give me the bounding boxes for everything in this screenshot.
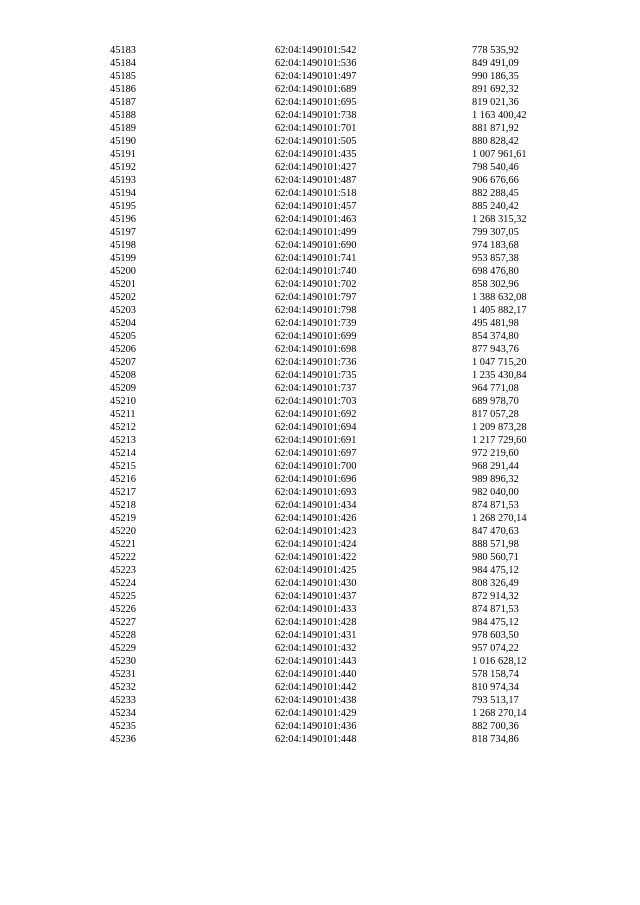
cadastral-value: 1 217 729,60	[472, 435, 527, 446]
table-row	[0, 239, 640, 252]
cadastral-value: 849 491,09	[472, 58, 519, 69]
cadastral-number: 62:04:1490101:448	[275, 734, 357, 745]
table-row	[0, 694, 640, 707]
table-row	[0, 57, 640, 70]
table-row	[0, 460, 640, 473]
cadastral-value: 578 158,74	[472, 669, 519, 680]
cadastral-number: 62:04:1490101:692	[275, 409, 357, 420]
cadastral-number: 62:04:1490101:703	[275, 396, 357, 407]
table-row	[0, 213, 640, 226]
row-number: 45231	[110, 669, 136, 680]
cadastral-value: 1 268 270,14	[472, 708, 527, 719]
table-row	[0, 668, 640, 681]
cadastral-number: 62:04:1490101:702	[275, 279, 357, 290]
cadastral-number: 62:04:1490101:735	[275, 370, 357, 381]
cadastral-value: 974 183,68	[472, 240, 519, 251]
cadastral-value-table	[0, 44, 640, 746]
cadastral-value: 882 700,36	[472, 721, 519, 732]
row-number: 45211	[110, 409, 136, 420]
cadastral-value: 964 771,08	[472, 383, 519, 394]
cadastral-number: 62:04:1490101:694	[275, 422, 357, 433]
row-number: 45223	[110, 565, 136, 576]
row-number: 45228	[110, 630, 136, 641]
cadastral-value: 874 871,53	[472, 500, 519, 511]
cadastral-number: 62:04:1490101:425	[275, 565, 357, 576]
row-number: 45197	[110, 227, 136, 238]
cadastral-number: 62:04:1490101:443	[275, 656, 357, 667]
cadastral-number: 62:04:1490101:428	[275, 617, 357, 628]
table-row	[0, 317, 640, 330]
cadastral-number: 62:04:1490101:697	[275, 448, 357, 459]
table-row	[0, 616, 640, 629]
cadastral-number: 62:04:1490101:437	[275, 591, 357, 602]
cadastral-value: 880 828,42	[472, 136, 519, 147]
cadastral-value: 808 326,49	[472, 578, 519, 589]
cadastral-value: 1 388 632,08	[472, 292, 527, 303]
cadastral-number: 62:04:1490101:424	[275, 539, 357, 550]
row-number: 45206	[110, 344, 136, 355]
row-number: 45183	[110, 45, 136, 56]
cadastral-value: 689 978,70	[472, 396, 519, 407]
cadastral-number: 62:04:1490101:542	[275, 45, 357, 56]
cadastral-number: 62:04:1490101:505	[275, 136, 357, 147]
table-row	[0, 590, 640, 603]
cadastral-number: 62:04:1490101:499	[275, 227, 357, 238]
row-number: 45195	[110, 201, 136, 212]
row-number: 45214	[110, 448, 136, 459]
cadastral-number: 62:04:1490101:701	[275, 123, 357, 134]
cadastral-number: 62:04:1490101:690	[275, 240, 357, 251]
row-number: 45229	[110, 643, 136, 654]
cadastral-number: 62:04:1490101:431	[275, 630, 357, 641]
cadastral-number: 62:04:1490101:440	[275, 669, 357, 680]
cadastral-number: 62:04:1490101:737	[275, 383, 357, 394]
cadastral-value: 793 513,17	[472, 695, 519, 706]
cadastral-value: 1 047 715,20	[472, 357, 527, 368]
table-row	[0, 642, 640, 655]
row-number: 45199	[110, 253, 136, 264]
cadastral-number: 62:04:1490101:696	[275, 474, 357, 485]
table-row	[0, 421, 640, 434]
table-row	[0, 525, 640, 538]
row-number: 45196	[110, 214, 136, 225]
table-row	[0, 629, 640, 642]
cadastral-number: 62:04:1490101:427	[275, 162, 357, 173]
row-number: 45191	[110, 149, 136, 160]
row-number: 45218	[110, 500, 136, 511]
table-row	[0, 109, 640, 122]
cadastral-number: 62:04:1490101:463	[275, 214, 357, 225]
row-number: 45193	[110, 175, 136, 186]
row-number: 45225	[110, 591, 136, 602]
cadastral-value: 799 307,05	[472, 227, 519, 238]
table-row	[0, 291, 640, 304]
table-row	[0, 447, 640, 460]
cadastral-number: 62:04:1490101:442	[275, 682, 357, 693]
cadastral-value: 957 074,22	[472, 643, 519, 654]
table-row	[0, 681, 640, 694]
row-number: 45210	[110, 396, 136, 407]
cadastral-number: 62:04:1490101:698	[275, 344, 357, 355]
cadastral-number: 62:04:1490101:797	[275, 292, 357, 303]
cadastral-number: 62:04:1490101:740	[275, 266, 357, 277]
table-row	[0, 83, 640, 96]
table-row	[0, 343, 640, 356]
row-number: 45219	[110, 513, 136, 524]
table-row	[0, 538, 640, 551]
table-row	[0, 135, 640, 148]
table-row	[0, 551, 640, 564]
cadastral-value: 980 560,71	[472, 552, 519, 563]
cadastral-number: 62:04:1490101:457	[275, 201, 357, 212]
table-row	[0, 265, 640, 278]
row-number: 45217	[110, 487, 136, 498]
table-row	[0, 408, 640, 421]
cadastral-number: 62:04:1490101:518	[275, 188, 357, 199]
table-row	[0, 564, 640, 577]
table-row	[0, 382, 640, 395]
cadastral-value: 847 470,63	[472, 526, 519, 537]
row-number: 45224	[110, 578, 136, 589]
table-row	[0, 278, 640, 291]
cadastral-value: 906 676,66	[472, 175, 519, 186]
table-row	[0, 252, 640, 265]
cadastral-value: 1 268 315,32	[472, 214, 527, 225]
table-row	[0, 304, 640, 317]
cadastral-number: 62:04:1490101:736	[275, 357, 357, 368]
cadastral-number: 62:04:1490101:423	[275, 526, 357, 537]
cadastral-number: 62:04:1490101:693	[275, 487, 357, 498]
table-row	[0, 96, 640, 109]
cadastral-number: 62:04:1490101:422	[275, 552, 357, 563]
cadastral-value: 1 007 961,61	[472, 149, 527, 160]
cadastral-value: 778 535,92	[472, 45, 519, 56]
cadastral-number: 62:04:1490101:699	[275, 331, 357, 342]
table-row	[0, 720, 640, 733]
cadastral-number: 62:04:1490101:436	[275, 721, 357, 732]
row-number: 45220	[110, 526, 136, 537]
row-number: 45204	[110, 318, 136, 329]
cadastral-value: 874 871,53	[472, 604, 519, 615]
row-number: 45216	[110, 474, 136, 485]
cadastral-value: 982 040,00	[472, 487, 519, 498]
row-number: 45189	[110, 123, 136, 134]
row-number: 45230	[110, 656, 136, 667]
table-row	[0, 44, 640, 57]
row-number: 45200	[110, 266, 136, 277]
cadastral-value: 1 163 400,42	[472, 110, 527, 121]
cadastral-value: 989 896,32	[472, 474, 519, 485]
table-row	[0, 395, 640, 408]
row-number: 45188	[110, 110, 136, 121]
cadastral-value: 978 603,50	[472, 630, 519, 641]
row-number: 45212	[110, 422, 136, 433]
cadastral-number: 62:04:1490101:536	[275, 58, 357, 69]
row-number: 45235	[110, 721, 136, 732]
cadastral-number: 62:04:1490101:738	[275, 110, 357, 121]
row-number: 45187	[110, 97, 136, 108]
cadastral-value: 885 240,42	[472, 201, 519, 212]
row-number: 45194	[110, 188, 136, 199]
table-row	[0, 499, 640, 512]
table-row	[0, 486, 640, 499]
cadastral-number: 62:04:1490101:438	[275, 695, 357, 706]
cadastral-value: 698 476,80	[472, 266, 519, 277]
row-number: 45233	[110, 695, 136, 706]
table-row	[0, 226, 640, 239]
row-number: 45207	[110, 357, 136, 368]
row-number: 45208	[110, 370, 136, 381]
table-row	[0, 733, 640, 746]
cadastral-number: 62:04:1490101:430	[275, 578, 357, 589]
cadastral-number: 62:04:1490101:426	[275, 513, 357, 524]
table-row	[0, 707, 640, 720]
cadastral-value: 872 914,32	[472, 591, 519, 602]
cadastral-number: 62:04:1490101:700	[275, 461, 357, 472]
cadastral-value: 881 871,92	[472, 123, 519, 134]
table-row	[0, 356, 640, 369]
cadastral-number: 62:04:1490101:798	[275, 305, 357, 316]
cadastral-number: 62:04:1490101:432	[275, 643, 357, 654]
cadastral-value: 891 692,32	[472, 84, 519, 95]
cadastral-number: 62:04:1490101:435	[275, 149, 357, 160]
cadastral-value: 990 186,35	[472, 71, 519, 82]
cadastral-value: 1 405 882,17	[472, 305, 527, 316]
row-number: 45232	[110, 682, 136, 693]
row-number: 45215	[110, 461, 136, 472]
row-number: 45198	[110, 240, 136, 251]
cadastral-value: 817 057,28	[472, 409, 519, 420]
table-row	[0, 369, 640, 382]
table-row	[0, 434, 640, 447]
cadastral-number: 62:04:1490101:433	[275, 604, 357, 615]
table-row	[0, 603, 640, 616]
cadastral-number: 62:04:1490101:429	[275, 708, 357, 719]
cadastral-value: 818 734,86	[472, 734, 519, 745]
cadastral-value: 882 288,45	[472, 188, 519, 199]
table-row	[0, 148, 640, 161]
cadastral-value: 854 374,80	[472, 331, 519, 342]
table-row	[0, 512, 640, 525]
cadastral-value: 810 974,34	[472, 682, 519, 693]
table-row	[0, 174, 640, 187]
row-number: 45185	[110, 71, 136, 82]
cadastral-value: 819 021,36	[472, 97, 519, 108]
row-number: 45186	[110, 84, 136, 95]
cadastral-value: 1 209 873,28	[472, 422, 527, 433]
row-number: 45222	[110, 552, 136, 563]
table-row	[0, 473, 640, 486]
row-number: 45184	[110, 58, 136, 69]
table-row	[0, 161, 640, 174]
cadastral-value: 1 268 270,14	[472, 513, 527, 524]
row-number: 45202	[110, 292, 136, 303]
cadastral-value: 858 302,96	[472, 279, 519, 290]
row-number: 45221	[110, 539, 136, 550]
row-number: 45205	[110, 331, 136, 342]
cadastral-value: 877 943,76	[472, 344, 519, 355]
row-number: 45209	[110, 383, 136, 394]
cadastral-number: 62:04:1490101:741	[275, 253, 357, 264]
cadastral-number: 62:04:1490101:739	[275, 318, 357, 329]
table-row	[0, 187, 640, 200]
cadastral-number: 62:04:1490101:691	[275, 435, 357, 446]
cadastral-number: 62:04:1490101:497	[275, 71, 357, 82]
row-number: 45192	[110, 162, 136, 173]
row-number: 45203	[110, 305, 136, 316]
cadastral-value: 968 291,44	[472, 461, 519, 472]
table-row	[0, 655, 640, 668]
table-row	[0, 122, 640, 135]
cadastral-value: 984 475,12	[472, 617, 519, 628]
row-number: 45227	[110, 617, 136, 628]
cadastral-value: 1 235 430,84	[472, 370, 527, 381]
row-number: 45234	[110, 708, 136, 719]
cadastral-number: 62:04:1490101:434	[275, 500, 357, 511]
row-number: 45190	[110, 136, 136, 147]
table-row	[0, 70, 640, 83]
cadastral-value: 495 481,98	[472, 318, 519, 329]
row-number: 45236	[110, 734, 136, 745]
cadastral-value: 984 475,12	[472, 565, 519, 576]
row-number: 45226	[110, 604, 136, 615]
row-number: 45201	[110, 279, 136, 290]
cadastral-value: 888 571,98	[472, 539, 519, 550]
cadastral-value: 798 540,46	[472, 162, 519, 173]
table-row	[0, 577, 640, 590]
cadastral-number: 62:04:1490101:487	[275, 175, 357, 186]
cadastral-number: 62:04:1490101:689	[275, 84, 357, 95]
cadastral-value: 1 016 628,12	[472, 656, 527, 667]
cadastral-value: 972 219,60	[472, 448, 519, 459]
row-number: 45213	[110, 435, 136, 446]
table-row	[0, 330, 640, 343]
table-row	[0, 200, 640, 213]
cadastral-number: 62:04:1490101:695	[275, 97, 357, 108]
cadastral-value: 953 857,38	[472, 253, 519, 264]
